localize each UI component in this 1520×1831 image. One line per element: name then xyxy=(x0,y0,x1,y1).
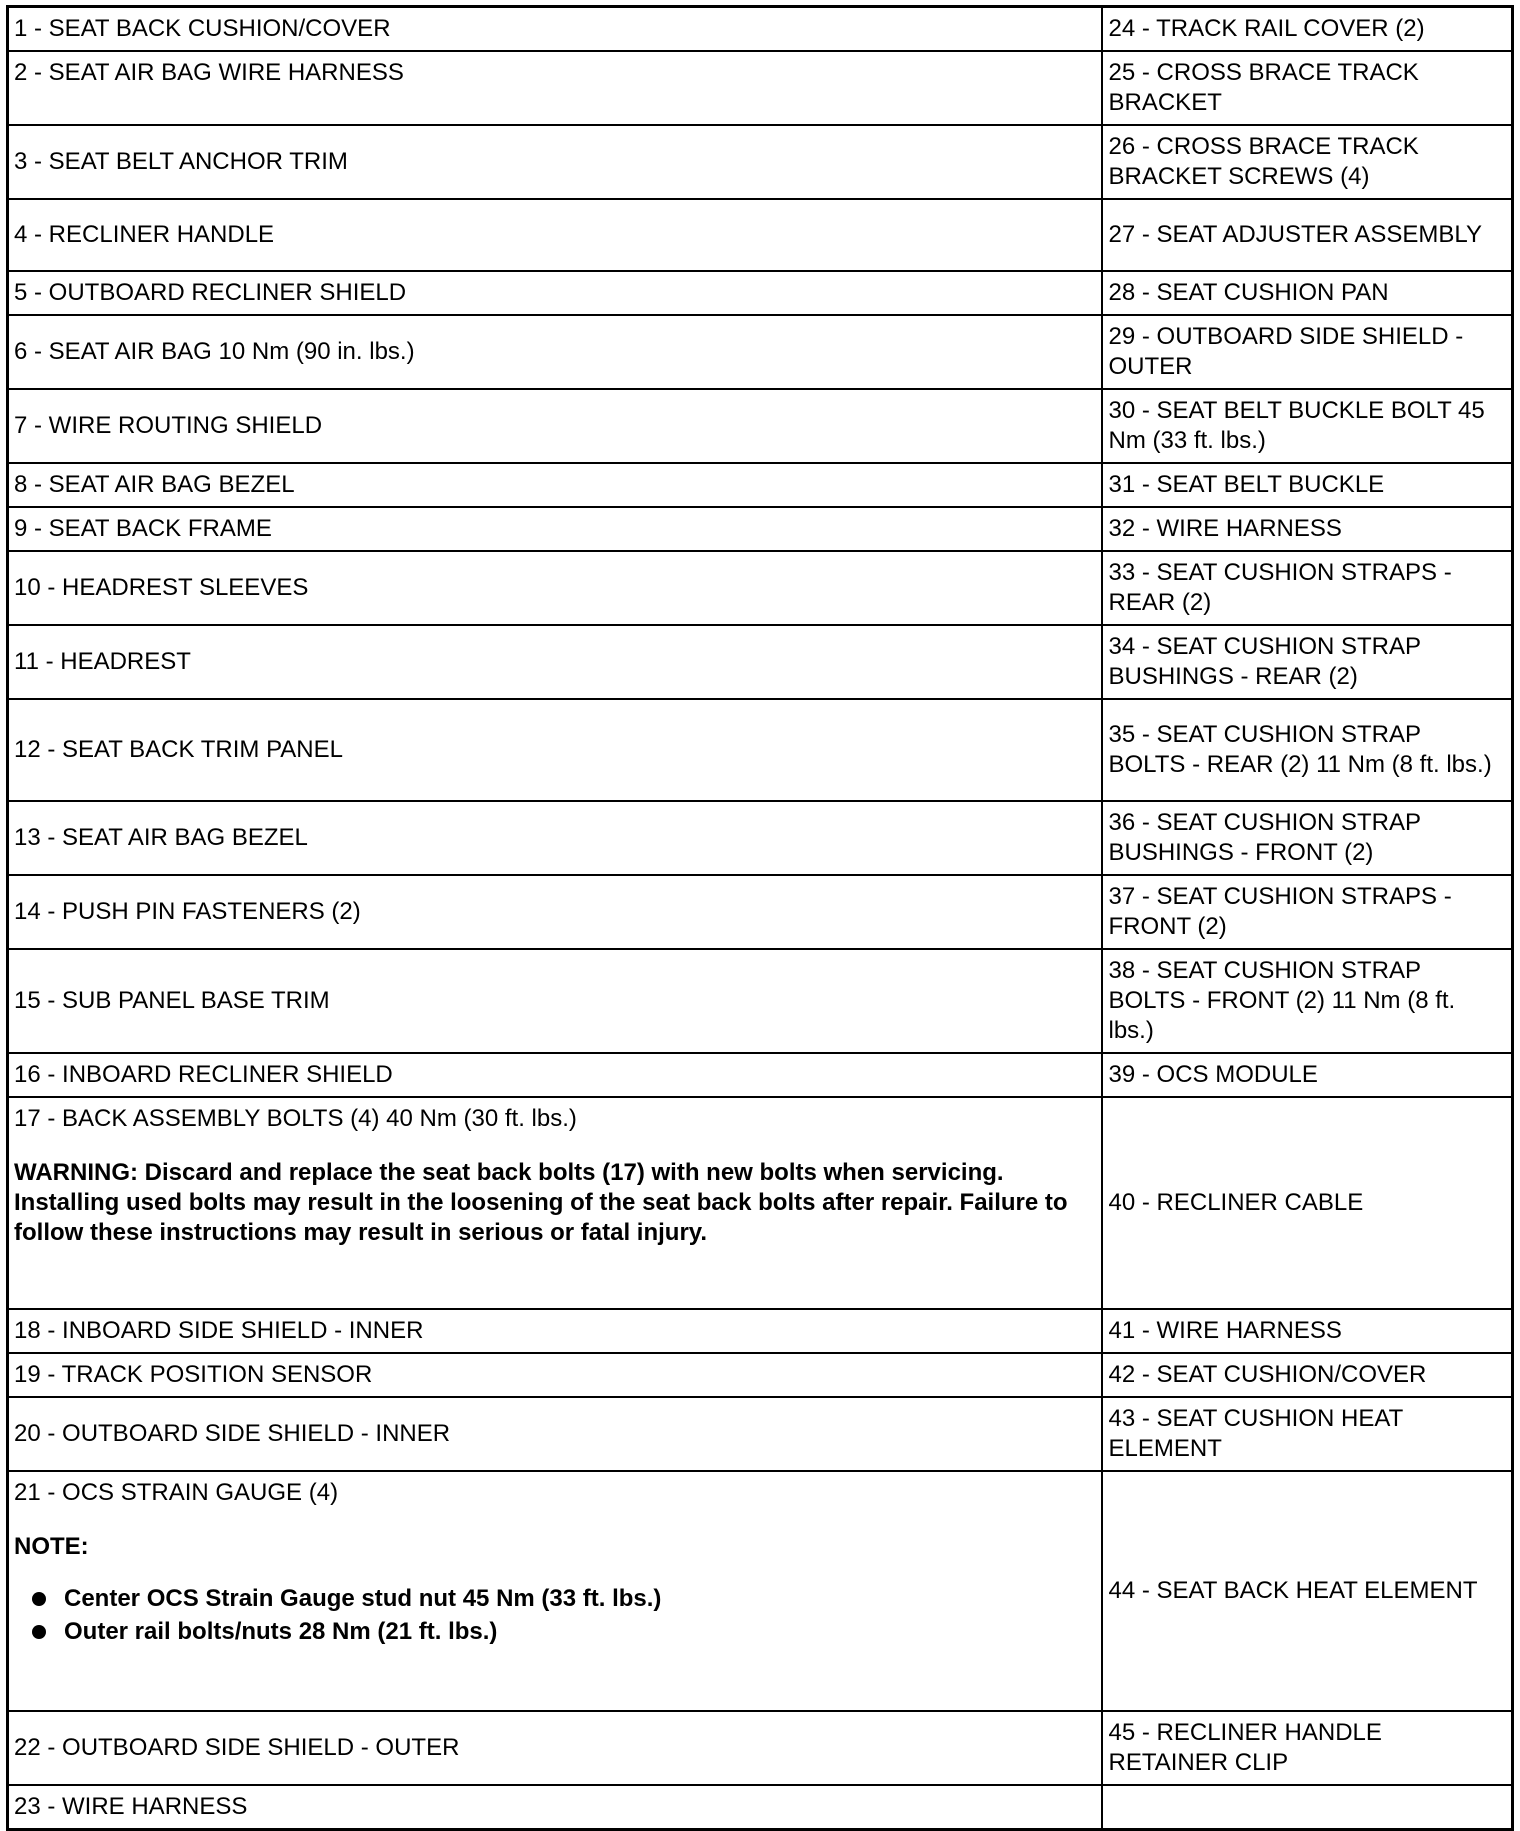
bullet-icon xyxy=(32,1592,46,1606)
legend-item-13: 13 - SEAT AIR BAG BEZEL xyxy=(8,801,1102,875)
legend-item-22: 22 - OUTBOARD SIDE SHIELD - OUTER xyxy=(8,1711,1102,1785)
note-item-text: Outer rail bolts/nuts 28 Nm (21 ft. lbs.) xyxy=(64,1618,498,1645)
legend-item-17-cell xyxy=(8,1097,1102,1309)
legend-item-18: 18 - INBOARD SIDE SHIELD - INNER xyxy=(8,1309,1102,1353)
table-row xyxy=(8,1353,1513,1397)
table-row xyxy=(8,551,1513,625)
legend-item-empty xyxy=(1102,1785,1513,1830)
list-item xyxy=(32,1582,1097,1615)
table-row xyxy=(8,1711,1513,1785)
table-row xyxy=(8,389,1513,463)
legend-item-7: 7 - WIRE ROUTING SHIELD xyxy=(8,389,1102,463)
legend-item-14: 14 - PUSH PIN FASTENERS (2) xyxy=(8,875,1102,949)
legend-item-12: 12 - SEAT BACK TRIM PANEL xyxy=(8,699,1102,801)
legend-item-4: 4 - RECLINER HANDLE xyxy=(8,199,1102,271)
legend-item-28: 28 - SEAT CUSHION PAN xyxy=(1102,271,1513,315)
legend-item-15: 15 - SUB PANEL BASE TRIM xyxy=(8,949,1102,1053)
legend-item-41: 41 - WIRE HARNESS xyxy=(1102,1309,1513,1353)
legend-item-37: 37 - SEAT CUSHION STRAPS - FRONT (2) xyxy=(1102,875,1513,949)
legend-item-27: 27 - SEAT ADJUSTER ASSEMBLY xyxy=(1102,199,1513,271)
note-label: NOTE: xyxy=(14,1533,89,1560)
note-item-text: Center OCS Strain Gauge stud nut 45 Nm (33 ft. lbs.) xyxy=(64,1585,662,1612)
legend-item-17: 17 - BACK ASSEMBLY BOLTS (4) 40 Nm (30 ft. lbs.) xyxy=(14,1105,577,1132)
table-row xyxy=(8,7,1513,52)
bullet-icon xyxy=(32,1625,46,1639)
legend-item-38: 38 - SEAT CUSHION STRAP BOLTS - FRONT (2) 11 Nm (8 ft. lbs.) xyxy=(1102,949,1513,1053)
legend-item-19: 19 - TRACK POSITION SENSOR xyxy=(8,1353,1102,1397)
list-item xyxy=(32,1615,1097,1648)
table-row xyxy=(8,125,1513,199)
table-row xyxy=(8,625,1513,699)
legend-item-26: 26 - CROSS BRACE TRACK BRACKET SCREWS (4) xyxy=(1102,125,1513,199)
legend-item-33: 33 - SEAT CUSHION STRAPS - REAR (2) xyxy=(1102,551,1513,625)
legend-item-8: 8 - SEAT AIR BAG BEZEL xyxy=(8,463,1102,507)
warning-text: WARNING: Discard and replace the seat back bolts (17) with new bolts when servicing. Installing used bolts may result in the loosening of the seat back bolts after repair. Failure to follow these instructions may result in serious or fatal injury. xyxy=(14,1159,1068,1246)
legend-item-23: 23 - WIRE HARNESS xyxy=(8,1785,1102,1830)
legend-item-39: 39 - OCS MODULE xyxy=(1102,1053,1513,1097)
legend-item-3: 3 - SEAT BELT ANCHOR TRIM xyxy=(8,125,1102,199)
legend-item-21-cell xyxy=(8,1471,1102,1711)
table-row xyxy=(8,1097,1513,1309)
table-row xyxy=(8,1785,1513,1830)
legend-item-42: 42 - SEAT CUSHION/COVER xyxy=(1102,1353,1513,1397)
legend-item-36: 36 - SEAT CUSHION STRAP BUSHINGS - FRONT (2) xyxy=(1102,801,1513,875)
legend-item-31: 31 - SEAT BELT BUCKLE xyxy=(1102,463,1513,507)
legend-item-20: 20 - OUTBOARD SIDE SHIELD - INNER xyxy=(8,1397,1102,1471)
table-row xyxy=(8,199,1513,271)
table-row xyxy=(8,1309,1513,1353)
legend-item-45: 45 - RECLINER HANDLE RETAINER CLIP xyxy=(1102,1711,1513,1785)
legend-item-6: 6 - SEAT AIR BAG 10 Nm (90 in. lbs.) xyxy=(8,315,1102,389)
table-row xyxy=(8,875,1513,949)
table-row xyxy=(8,1471,1513,1711)
legend-item-32: 32 - WIRE HARNESS xyxy=(1102,507,1513,551)
table-row xyxy=(8,801,1513,875)
parts-legend-table xyxy=(6,5,1514,1831)
legend-item-16: 16 - INBOARD RECLINER SHIELD xyxy=(8,1053,1102,1097)
table-row xyxy=(8,699,1513,801)
legend-item-35: 35 - SEAT CUSHION STRAP BOLTS - REAR (2) 11 Nm (8 ft. lbs.) xyxy=(1102,699,1513,801)
table-row xyxy=(8,1053,1513,1097)
legend-item-29: 29 - OUTBOARD SIDE SHIELD - OUTER xyxy=(1102,315,1513,389)
legend-item-11: 11 - HEADREST xyxy=(8,625,1102,699)
table-row xyxy=(8,271,1513,315)
legend-item-34: 34 - SEAT CUSHION STRAP BUSHINGS - REAR (2) xyxy=(1102,625,1513,699)
table-row xyxy=(8,507,1513,551)
legend-item-25: 25 - CROSS BRACE TRACK BRACKET xyxy=(1102,51,1513,125)
legend-item-2: 2 - SEAT AIR BAG WIRE HARNESS xyxy=(8,51,1102,125)
legend-item-5: 5 - OUTBOARD RECLINER SHIELD xyxy=(8,271,1102,315)
legend-item-24: 24 - TRACK RAIL COVER (2) xyxy=(1102,7,1513,52)
legend-item-40: 40 - RECLINER CABLE xyxy=(1102,1097,1513,1309)
legend-item-44: 44 - SEAT BACK HEAT ELEMENT xyxy=(1102,1471,1513,1711)
table-row xyxy=(8,463,1513,507)
legend-item-10: 10 - HEADREST SLEEVES xyxy=(8,551,1102,625)
legend-item-1: 1 - SEAT BACK CUSHION/COVER xyxy=(8,7,1102,52)
legend-item-9: 9 - SEAT BACK FRAME xyxy=(8,507,1102,551)
table-row xyxy=(8,1397,1513,1471)
note-list xyxy=(14,1582,1097,1648)
table-row xyxy=(8,949,1513,1053)
table-row xyxy=(8,51,1513,125)
legend-item-43: 43 - SEAT CUSHION HEAT ELEMENT xyxy=(1102,1397,1513,1471)
table-row xyxy=(8,315,1513,389)
legend-item-30: 30 - SEAT BELT BUCKLE BOLT 45 Nm (33 ft. lbs.) xyxy=(1102,389,1513,463)
legend-item-21: 21 - OCS STRAIN GAUGE (4) xyxy=(14,1479,339,1506)
